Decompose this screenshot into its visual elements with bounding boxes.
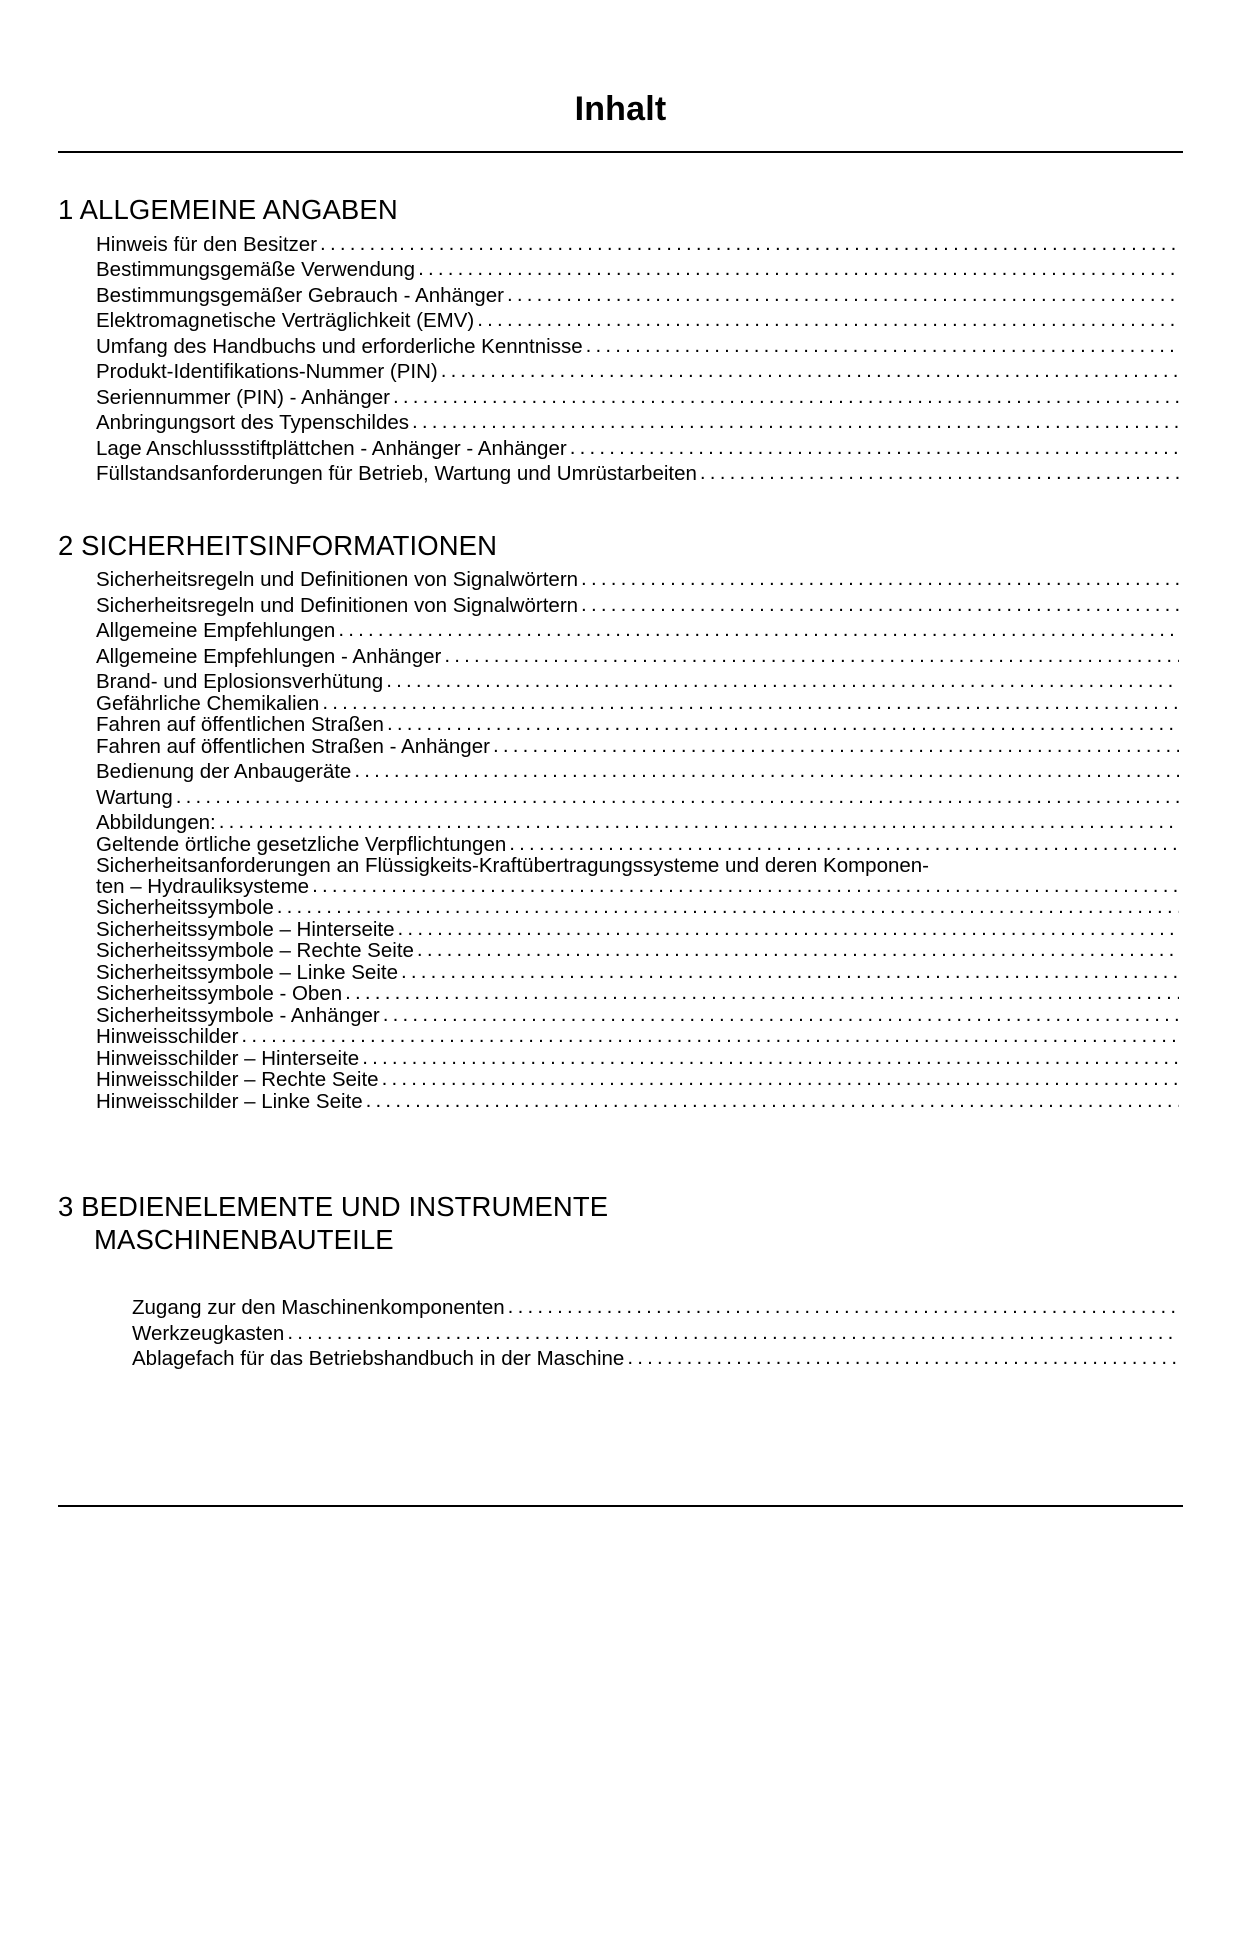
toc-entry-label: Anbringungsort des Typenschildes [96, 411, 410, 435]
toc-entry-label: Sicherheitssymbole – Hinterseite [96, 917, 395, 941]
toc-entry-label: Bedienung der Anbaugeräte [96, 760, 352, 784]
footer-divider [58, 1505, 1183, 1507]
toc-entry-label: Hinweis für den Besitzer [96, 232, 318, 256]
toc-entry-label: Sicherheitssymbole – Linke Seite [96, 960, 398, 984]
table-of-contents [58, 193, 1183, 1370]
chapter-3-title-line1: 3 BEDIENELEMENTE UND INSTRUMENTE [58, 1190, 609, 1222]
toc-entry-label-line2: ten – Hydrauliksysteme [96, 874, 310, 898]
toc-entry-label: Wartung [96, 785, 173, 809]
toc-entry-label: Hinweisschilder – Hinterseite [96, 1046, 360, 1070]
toc-entry[interactable] [58, 1344, 1183, 1370]
toc-entry-label: Zugang zur den Maschinenkomponenten [132, 1296, 505, 1320]
toc-entry-label: Umfang des Handbuchs und erforderliche Kenntnisse [96, 334, 583, 358]
chapter-3-title-line2: MASCHINENBAUTEILE [94, 1224, 394, 1256]
toc-entry-label: Elektromagnetische Verträglichkeit (EMV) [96, 309, 475, 333]
toc-entry-label: Sicherheitssymbole – Rechte Seite [96, 939, 414, 963]
toc-entry-label: Hinweisschilder [96, 1025, 239, 1049]
toc-entry-label: Hinweisschilder – Linke Seite [96, 1089, 363, 1113]
toc-entry-label: Hinweisschilder – Rechte Seite [96, 1068, 379, 1092]
toc-entry-label: Gefährliche Chemikalien [96, 691, 320, 715]
toc-entry-label: Lage Anschlussstiftplättchen - Anhänger - Anhänger [96, 436, 567, 460]
toc-entry-label: Produkt-Identifikations-Nummer (PIN) [96, 360, 438, 384]
header-divider [58, 151, 1183, 153]
toc-entry-label: Füllstandsanforderungen für Betrieb, Wartung und Umrüstarbeiten [96, 462, 697, 486]
toc-entry-label: Abbildungen: [96, 811, 216, 835]
toc-entry-label: Allgemeine Empfehlungen - Anhänger [96, 644, 442, 668]
chapter-2-title: 2 SICHERHEITSINFORMATIONEN [58, 529, 498, 561]
toc-entry-label: Brand- und Eplosionsverhütung [96, 670, 384, 694]
toc-entry-label-line1: Sicherheitsanforderungen an Flüssigkeits-Kraftübertragungssysteme und deren Komponen- [96, 854, 930, 878]
toc-entry-label: Sicherheitssymbole - Anhänger [96, 1003, 380, 1027]
chapter-1-title: 1 ALLGEMEINE ANGABEN [58, 194, 398, 225]
toc-entry-label: Bestimmungsgemäßer Gebrauch - Anhänger [96, 283, 504, 307]
toc-entry-label: Fahren auf öffentlichen Straßen [96, 713, 384, 737]
toc-entry-label: Allgemeine Empfehlungen [96, 619, 336, 643]
toc-entry-label: Fahren auf öffentlichen Straßen - Anhänger [96, 734, 490, 758]
toc-entry-label: Sicherheitssymbole - Oben [96, 982, 343, 1006]
page-title: Inhalt [574, 90, 667, 128]
toc-entry-label: Ablagefach für das Betriebshandbuch in der Maschine [132, 1347, 625, 1371]
toc-entry-label: Seriennummer (PIN) - Anhänger [96, 385, 390, 409]
chapter-3-entries [58, 1293, 1183, 1370]
toc-entry-page [58, 193, 1241, 1947]
toc-entry-label: Sicherheitsregeln und Definitionen von Signalwörtern [96, 593, 579, 617]
toc-entry-label: Sicherheitssymbole [96, 896, 274, 920]
toc-entry-label: Werkzeugkasten [132, 1321, 285, 1345]
toc-entry-label: Geltende örtliche gesetzliche Verpflichtungen [96, 832, 507, 856]
chapter-3 [58, 1156, 1183, 1370]
toc-entry-label: Sicherheitsregeln und Definitionen von Signalwörtern [96, 568, 579, 592]
toc-entry-label: Bestimmungsgemäße Verwendung [96, 258, 416, 282]
